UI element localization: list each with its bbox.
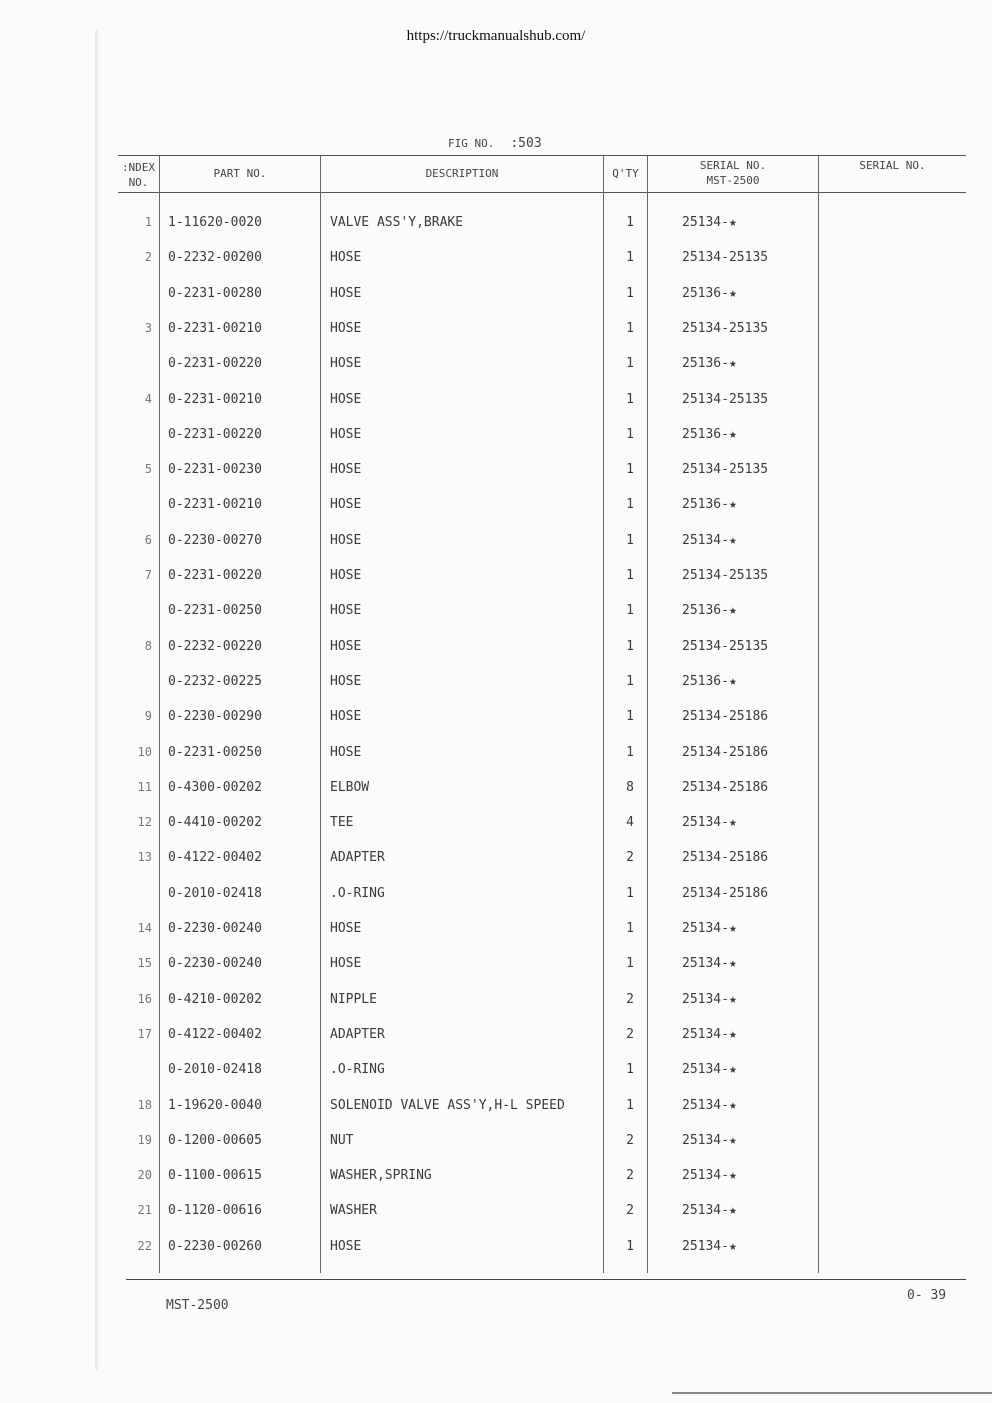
row-part-no: 0-2232-00220 — [168, 638, 262, 654]
row-index: 15 — [137, 956, 152, 971]
row-serial: 25134-25186 — [682, 709, 769, 725]
table-row — [118, 1052, 838, 1087]
row-part-no: 0-2231-00220 — [168, 568, 262, 583]
figure-number — [448, 136, 542, 151]
row-serial: 25136-★ — [682, 603, 737, 619]
row-description: ADAPTER — [330, 850, 385, 866]
row-description: HOSE — [330, 709, 362, 725]
row-qty: 2 — [626, 1203, 634, 1219]
row-qty: 1 — [626, 285, 634, 301]
row-part-no: 0-2010-02418 — [168, 1062, 262, 1078]
row-part-no: 1-19620-0040 — [168, 1097, 262, 1113]
row-serial: 25134-25186 — [682, 779, 769, 795]
table-row — [118, 240, 838, 275]
row-description: NUT — [330, 1132, 354, 1148]
row-serial: 25134-★ — [682, 1062, 737, 1078]
scan-edge-line — [672, 1392, 992, 1394]
row-part-no: 0-2231-00250 — [168, 603, 262, 619]
table-row — [118, 311, 838, 346]
row-index: 4 — [144, 391, 152, 406]
row-qty: 1 — [626, 638, 634, 654]
table-row — [118, 452, 838, 487]
row-qty: 1 — [626, 1238, 634, 1254]
row-qty: 1 — [626, 921, 634, 936]
row-qty: 1 — [626, 215, 634, 230]
table-row — [118, 487, 838, 522]
row-description: NIPPLE — [330, 991, 377, 1007]
row-description: HOSE — [330, 638, 362, 654]
row-qty: 4 — [626, 815, 634, 831]
row-index: 13 — [137, 850, 152, 865]
row-qty: 1 — [626, 426, 634, 442]
row-serial: 25134-★ — [682, 215, 737, 230]
row-qty: 1 — [626, 356, 634, 372]
row-part-no: 0-4410-00202 — [168, 815, 262, 831]
row-description: HOSE — [330, 532, 362, 548]
row-serial: 25134-★ — [682, 1203, 737, 1219]
row-qty: 2 — [626, 1168, 634, 1184]
row-index: 19 — [137, 1132, 152, 1147]
row-serial: 25136-★ — [682, 497, 737, 513]
row-part-no: 0-2231-00250 — [168, 744, 262, 760]
row-description: HOSE — [330, 356, 362, 372]
row-description: .O-RING — [330, 885, 385, 901]
row-description: WASHER,SPRING — [330, 1168, 432, 1184]
figure-value: :503 — [510, 136, 542, 151]
row-part-no: 0-4300-00202 — [168, 779, 262, 795]
row-part-no: 0-2010-02418 — [168, 885, 262, 901]
row-serial: 25134-★ — [682, 991, 737, 1007]
row-description: HOSE — [330, 285, 362, 301]
row-description: HOSE — [330, 320, 362, 336]
row-index: 20 — [137, 1168, 152, 1183]
table-bottom-rule — [126, 1279, 966, 1280]
row-serial: 25134-★ — [682, 956, 737, 972]
table-row — [118, 417, 838, 452]
row-index: 5 — [144, 462, 152, 477]
row-description: ADAPTER — [330, 1026, 385, 1042]
row-part-no: 0-2231-00210 — [168, 391, 262, 407]
header-index: :NDEX NO. — [121, 161, 156, 189]
table-row — [118, 840, 838, 875]
table-row — [118, 558, 838, 593]
table-row — [118, 1017, 838, 1052]
row-description: HOSE — [330, 673, 362, 689]
row-part-no: 0-2231-00220 — [168, 356, 262, 372]
row-part-no: 0-2232-00225 — [168, 673, 262, 689]
row-serial: 25134-★ — [682, 1026, 737, 1042]
row-qty: 2 — [626, 850, 634, 866]
table-row — [118, 629, 838, 664]
row-description: HOSE — [330, 603, 362, 619]
row-description: VALVE ASS'Y,BRAKE — [330, 215, 464, 230]
table-row — [118, 982, 838, 1017]
row-description: WASHER — [330, 1203, 377, 1219]
row-description: HOSE — [330, 426, 362, 442]
row-index: 9 — [144, 709, 152, 724]
row-serial: 25134-25186 — [682, 744, 769, 760]
table-row — [118, 523, 838, 558]
row-serial: 25134-★ — [682, 532, 737, 548]
row-part-no: 0-2231-00280 — [168, 285, 262, 301]
row-index: 18 — [137, 1097, 152, 1112]
row-part-no: 0-2230-00240 — [168, 921, 262, 936]
row-qty: 1 — [626, 1097, 634, 1113]
table-row — [118, 593, 838, 628]
row-qty: 1 — [626, 568, 634, 583]
row-serial: 25134-★ — [682, 1168, 737, 1184]
row-qty: 1 — [626, 250, 634, 266]
table-row — [118, 664, 838, 699]
row-qty: 1 — [626, 744, 634, 760]
row-part-no: 0-2232-00200 — [168, 250, 262, 266]
row-index: 16 — [137, 991, 152, 1006]
row-part-no: 0-2231-00220 — [168, 426, 262, 442]
row-serial: 25136-★ — [682, 673, 737, 689]
row-qty: 1 — [626, 532, 634, 548]
row-index: 1 — [144, 215, 152, 229]
row-description: HOSE — [330, 497, 362, 513]
row-part-no: 0-4122-00402 — [168, 1026, 262, 1042]
header-top-rule — [118, 155, 966, 156]
row-index: 8 — [144, 638, 152, 653]
row-part-no: 1-11620-0020 — [168, 215, 262, 230]
row-description: HOSE — [330, 462, 362, 478]
row-serial: 25134-★ — [682, 1132, 737, 1148]
row-serial: 25134-25135 — [682, 250, 769, 266]
row-serial: 25136-★ — [682, 426, 737, 442]
table-row — [118, 770, 838, 805]
row-part-no: 0-2230-00290 — [168, 709, 262, 725]
row-qty: 2 — [626, 991, 634, 1007]
header-part-no: PART NO. — [213, 167, 267, 180]
header-serial-2: SERIAL NO. — [859, 159, 926, 172]
row-description: HOSE — [330, 744, 362, 760]
row-part-no: 0-2230-00260 — [168, 1238, 262, 1254]
row-qty: 1 — [626, 391, 634, 407]
row-index: 2 — [144, 250, 152, 265]
row-qty: 1 — [626, 885, 634, 901]
row-part-no: 0-4122-00402 — [168, 850, 262, 866]
row-index: 10 — [137, 744, 152, 759]
table-row — [118, 276, 838, 311]
row-description: .O-RING — [330, 1062, 385, 1078]
table-row — [118, 1158, 838, 1193]
row-index: 3 — [144, 320, 152, 335]
row-description: HOSE — [330, 250, 362, 266]
header-qty: Q'TY — [612, 167, 639, 180]
row-serial: 25134-25186 — [682, 850, 769, 866]
row-description: HOSE — [330, 568, 362, 583]
row-part-no: 0-2231-00230 — [168, 462, 262, 478]
row-serial: 25134-25186 — [682, 885, 769, 901]
header-bottom-rule — [118, 192, 966, 193]
row-serial: 25134-25135 — [682, 638, 769, 654]
row-description: HOSE — [330, 921, 362, 936]
row-index: 14 — [137, 921, 152, 935]
row-index: 22 — [137, 1238, 152, 1253]
row-description: SOLENOID VALVE ASS'Y,H-L SPEED — [330, 1097, 565, 1113]
row-part-no: 0-2231-00210 — [168, 497, 262, 513]
row-serial: 25134-25135 — [682, 320, 769, 336]
table-row — [118, 382, 838, 417]
row-serial: 25134-★ — [682, 1097, 737, 1113]
row-serial: 25134-25135 — [682, 391, 769, 407]
row-part-no: 0-1200-00605 — [168, 1132, 262, 1148]
row-serial: 25134-25135 — [682, 462, 769, 478]
row-index: 12 — [137, 815, 152, 830]
table-row — [118, 805, 838, 840]
table-row — [118, 911, 838, 946]
row-part-no: 0-2230-00240 — [168, 956, 262, 972]
row-part-no: 0-2230-00270 — [168, 532, 262, 548]
table-row — [118, 1229, 838, 1264]
scan-shadow-left — [95, 30, 98, 1370]
table-row — [118, 735, 838, 770]
row-index: 17 — [137, 1026, 152, 1041]
row-qty: 1 — [626, 709, 634, 725]
row-description: HOSE — [330, 1238, 362, 1254]
row-qty: 2 — [626, 1132, 634, 1148]
row-qty: 8 — [626, 779, 634, 795]
table-row — [118, 1088, 838, 1123]
row-part-no: 0-4210-00202 — [168, 991, 262, 1007]
row-qty: 2 — [626, 1026, 634, 1042]
figure-label: FIG NO. — [448, 137, 495, 150]
row-serial: 25134-★ — [682, 921, 737, 936]
row-qty: 1 — [626, 673, 634, 689]
row-qty: 1 — [626, 462, 634, 478]
row-qty: 1 — [626, 497, 634, 513]
footer-model: MST-2500 — [166, 1298, 229, 1313]
row-serial: 25134-★ — [682, 1238, 737, 1254]
table-row — [118, 946, 838, 981]
row-index: 21 — [137, 1203, 152, 1218]
table-row — [118, 699, 838, 734]
row-description: TEE — [330, 815, 354, 831]
footer-page-number: 0- 39 — [907, 1288, 947, 1303]
row-description: HOSE — [330, 956, 362, 972]
row-description: ELBOW — [330, 779, 370, 795]
row-qty: 1 — [626, 1062, 634, 1078]
table-row — [118, 346, 838, 381]
row-serial: 25134-★ — [682, 815, 737, 831]
row-qty: 1 — [626, 956, 634, 972]
row-qty: 1 — [626, 320, 634, 336]
row-part-no: 0-2231-00210 — [168, 320, 262, 336]
header-description: DESCRIPTION — [425, 167, 499, 180]
row-index: 6 — [144, 532, 152, 547]
row-part-no: 0-1120-00616 — [168, 1203, 262, 1219]
table-row — [118, 205, 838, 240]
header-serial-1: SERIAL NO. MST-2500 — [699, 159, 767, 187]
row-part-no: 0-1100-00615 — [168, 1168, 262, 1184]
source-url: https://truckmanualshub.com/ — [406, 28, 586, 44]
row-index: 11 — [137, 779, 152, 794]
table-row — [118, 1193, 838, 1228]
row-serial: 25134-25135 — [682, 568, 769, 583]
row-serial: 25136-★ — [682, 285, 737, 301]
row-serial: 25136-★ — [682, 356, 737, 372]
table-row — [118, 876, 838, 911]
row-index: 7 — [144, 568, 152, 582]
table-row — [118, 1123, 838, 1158]
row-qty: 1 — [626, 603, 634, 619]
row-description: HOSE — [330, 391, 362, 407]
